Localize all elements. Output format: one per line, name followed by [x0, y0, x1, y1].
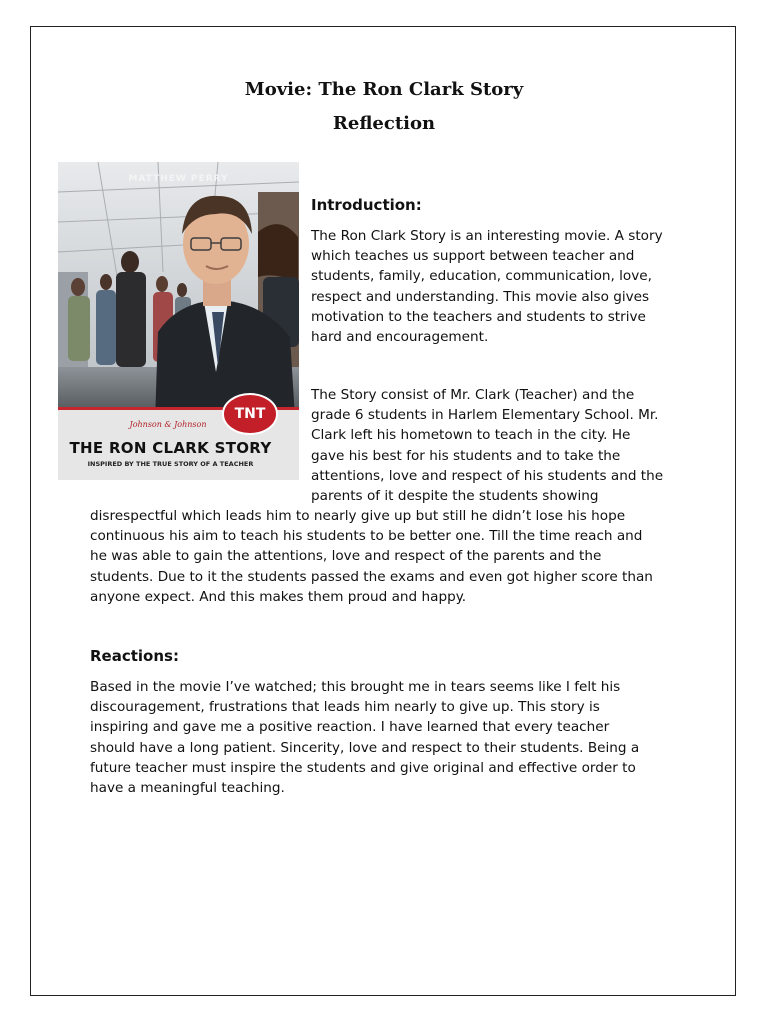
text-line: future teacher must inspire the students and give original and effective order to [90, 759, 636, 776]
text-line: discouragement, frustrations that leads him nearly to give up. This story is [90, 699, 600, 716]
text-line: hard and encouragement. [311, 329, 489, 346]
text-line: should have a long patient. Sincerity, love and respect to their students. Being a [90, 739, 640, 756]
text-line: have a meaningful teaching. [90, 780, 285, 797]
poster-movie-title: THE RON CLARK STORY [69, 439, 272, 457]
text-line: The Ron Clark Story is an interesting movie. A story [311, 228, 663, 244]
text-line: attentions, love and respect of his students and the [311, 467, 664, 484]
text-line: disrespectful which leads him to nearly give up but still he didn’t lose his hope [90, 508, 626, 524]
text-line: which teaches us support between teacher and [311, 248, 635, 265]
text-line: respect and understanding. This movie also gives [311, 288, 650, 305]
tnt-logo: TNT [234, 406, 266, 422]
poster-actor-name: MATTHEW PERRY [128, 174, 229, 184]
text-line: continuous his aim to teach his students to be better one. Till the time reach and [90, 528, 643, 545]
text-line: parents of it despite the students showing [311, 488, 599, 505]
text-line: The Story consist of Mr. Clark (Teacher) and the [311, 387, 635, 403]
poster-tagline: INSPIRED BY THE TRUE STORY OF A TEACHER [87, 460, 254, 468]
reactions-paragraph [90, 677, 639, 798]
text-line: he was able to gain the attentions, love and respect of the parents and the [90, 548, 602, 565]
text-line: Based in the movie I’ve watched; this brought me in tears seems like I felt his [90, 679, 621, 695]
introduction-paragraph-1 [311, 226, 663, 347]
introduction-paragraph-2-wrapped [311, 385, 663, 506]
text-line: students. Due to it the students passed the exams and even got higher score than [90, 568, 653, 585]
text-line: Clark left his hometown to teach in the city. He [311, 427, 631, 444]
document-subtitle: Reflection [332, 113, 436, 134]
text-line: inspiring and gave me a positive reaction. I have learned that every teacher [90, 719, 610, 736]
movie-poster-image [58, 162, 299, 480]
reactions-heading: Reactions: [90, 647, 179, 665]
text-line: anyone expect. And this makes them proud and happy. [90, 588, 467, 605]
text-line: gave his best for his students and to take the [311, 447, 621, 464]
text-line: students, family, education, communication, love, [311, 268, 652, 285]
introduction-paragraph-2-full [90, 506, 653, 607]
text-line: motivation to the teachers and students to strive [311, 308, 646, 325]
introduction-heading: Introduction: [311, 196, 422, 214]
document-title: Movie: The Ron Clark Story [244, 79, 524, 100]
text-line: grade 6 students in Harlem Elementary School. Mr. [311, 407, 659, 424]
poster-sponsor-logo: Johnson & Johnson [129, 420, 207, 429]
